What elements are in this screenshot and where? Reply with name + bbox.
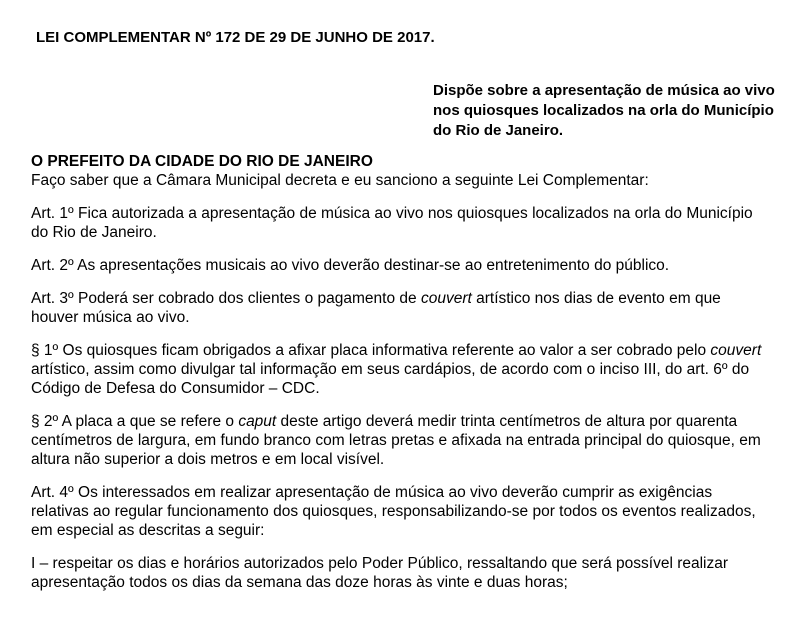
article-3-italic: couvert [420,290,472,307]
paragraph-1-text-b: artístico, assim como divulgar tal informação em seus cardápios, de acordo com o inciso III, do art. 6º do Código de Defesa do Consumidor – CDC. [31,361,750,397]
inciso-1: I – respeitar os dias e horários autorizados pelo Poder Público, ressaltando que será possível realizar apresentação todos os dias da semana das doze horas às vinte e duas horas; [31,555,729,591]
article-3-text-b: artístico nos dias de evento em que houver música ao vivo. [31,290,721,326]
mayor-heading: O PREFEITO DA CIDADE DO RIO DE JANEIRO [31,153,373,170]
paragraph-1-italic: couvert [710,342,762,359]
paragraph-1 [31,341,771,398]
enactment-clause: Faço saber que a Câmara Municipal decreta e eu sanciono a seguinte Lei Complementar: [31,172,649,189]
article-2: Art. 2º As apresentações musicais ao vivo deverão destinar-se ao entretenimento do público. [31,257,670,274]
paragraph-2-text-a: § 2º A placa a que se refere o [31,413,239,430]
article-4: Art. 4º Os interessados em realizar apresentação de música ao vivo deverão cumprir as exigências relativas ao regular funcionamento dos quiosques, responsabilizando-se por todos os eventos realizados, em especial as descritas a seguir: [31,484,756,539]
paragraph-2-italic: caput [238,413,277,430]
article-1: Art. 1º Fica autorizada a apresentação de música ao vivo nos quiosques localizados na orla do Município do Rio de Janeiro. [31,205,753,241]
law-body [31,152,771,606]
law-title: LEI COMPLEMENTAR Nº 172 DE 29 DE JUNHO DE 2017. [36,29,435,46]
article-3 [31,289,771,327]
preamble [31,152,771,190]
paragraph-2-text-b: deste artigo deverá medir trinta centímetros de altura por quarenta centímetros de largura, em fundo branco com letras pretas e afixada na entrada principal do quiosque, em altura não superior a dois metros e em local visível. [31,413,761,468]
law-summary: Dispõe sobre a apresentação de música ao vivo nos quiosques localizados na orla do Município do Rio de Janeiro. [433,82,775,139]
paragraph-2 [31,412,771,469]
article-3-text-a: Art. 3º Poderá ser cobrado dos clientes o pagamento de [31,290,421,307]
paragraph-1-text-a: § 1º Os quiosques ficam obrigados a afixar placa informativa referente ao valor a ser cobrado pelo [31,342,711,359]
